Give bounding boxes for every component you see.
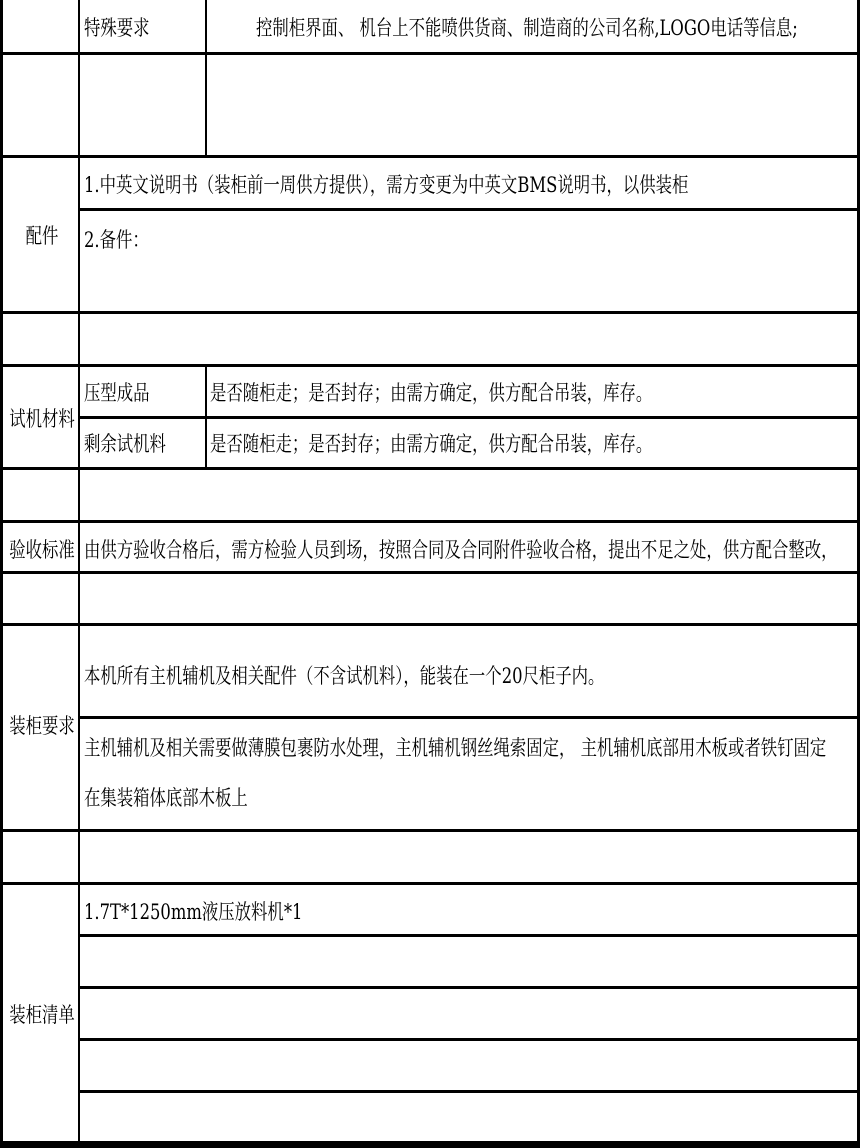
row-rule xyxy=(78,416,860,419)
row-rule xyxy=(0,1141,860,1148)
row-rule xyxy=(78,986,860,989)
accessories-line-1: 1.中英文说明书（装柜前一周供方提供），需方变更为中英文BMS说明书，以供装柜 xyxy=(84,173,689,197)
row-rule xyxy=(78,1038,860,1041)
trial-row-1-text: 是否随柜走；是否封存；由需方确定，供方配合吊装，库存。 xyxy=(210,381,653,405)
container-req-line-2a: 主机辅机及相关需要做薄膜包裹防水处理，主机辅机钢丝绳索固定， 主机辅机底部用木板或者铁钉固定 xyxy=(84,736,827,760)
container-req-label: 装柜要求 xyxy=(9,714,75,738)
row-rule xyxy=(0,155,860,158)
row-rule xyxy=(78,208,860,211)
row-rule xyxy=(0,829,860,832)
container-req-line-1: 本机所有主机辅机及相关配件（不含试机料），能装在一个20尺柜子内。 xyxy=(84,664,605,688)
special-label: 特殊要求 xyxy=(84,16,150,40)
row-rule xyxy=(0,364,860,367)
trial-row-2-text: 是否随柜走；是否封存；由需方确定，供方配合吊装，库存。 xyxy=(210,432,653,456)
row-rule xyxy=(78,1090,860,1093)
accessories-line-2: 2.备件： xyxy=(84,228,149,252)
row-rule xyxy=(0,311,860,314)
trial-col-divider xyxy=(205,364,207,467)
row-rule xyxy=(0,882,860,885)
table-border-left xyxy=(0,0,3,1148)
accessories-label: 配件 xyxy=(25,224,59,248)
row-rule xyxy=(0,520,860,523)
special-text: 控制柜界面、 机台上不能喷供货商、制造商的公司名称,LOGO电话等信息; xyxy=(256,16,798,40)
row-rule xyxy=(0,467,860,470)
acceptance-label: 验收标准 xyxy=(9,538,75,562)
row-rule xyxy=(78,716,860,719)
row-rule xyxy=(78,934,860,937)
trial-row-1-name: 压型成品 xyxy=(84,381,150,405)
row-rule xyxy=(0,571,860,574)
special-col-divider xyxy=(205,0,207,155)
row-rule xyxy=(0,52,860,55)
container-list-label: 装柜清单 xyxy=(9,1003,75,1027)
container-list-item: 1.7T*1250mm液压放料机*1 xyxy=(84,900,303,924)
acceptance-text: 由供方验收合格后，需方检验人员到场，按照合同及合同附件验收合格，提出不足之处，供方配合整改， xyxy=(84,538,838,562)
row-rule xyxy=(0,623,860,626)
container-req-line-2b: 在集装箱体底部木板上 xyxy=(84,786,248,810)
trial-row-2-name: 剩余试机料 xyxy=(84,432,166,456)
trial-label: 试机材料 xyxy=(9,407,75,431)
label-column-divider xyxy=(78,0,80,1148)
